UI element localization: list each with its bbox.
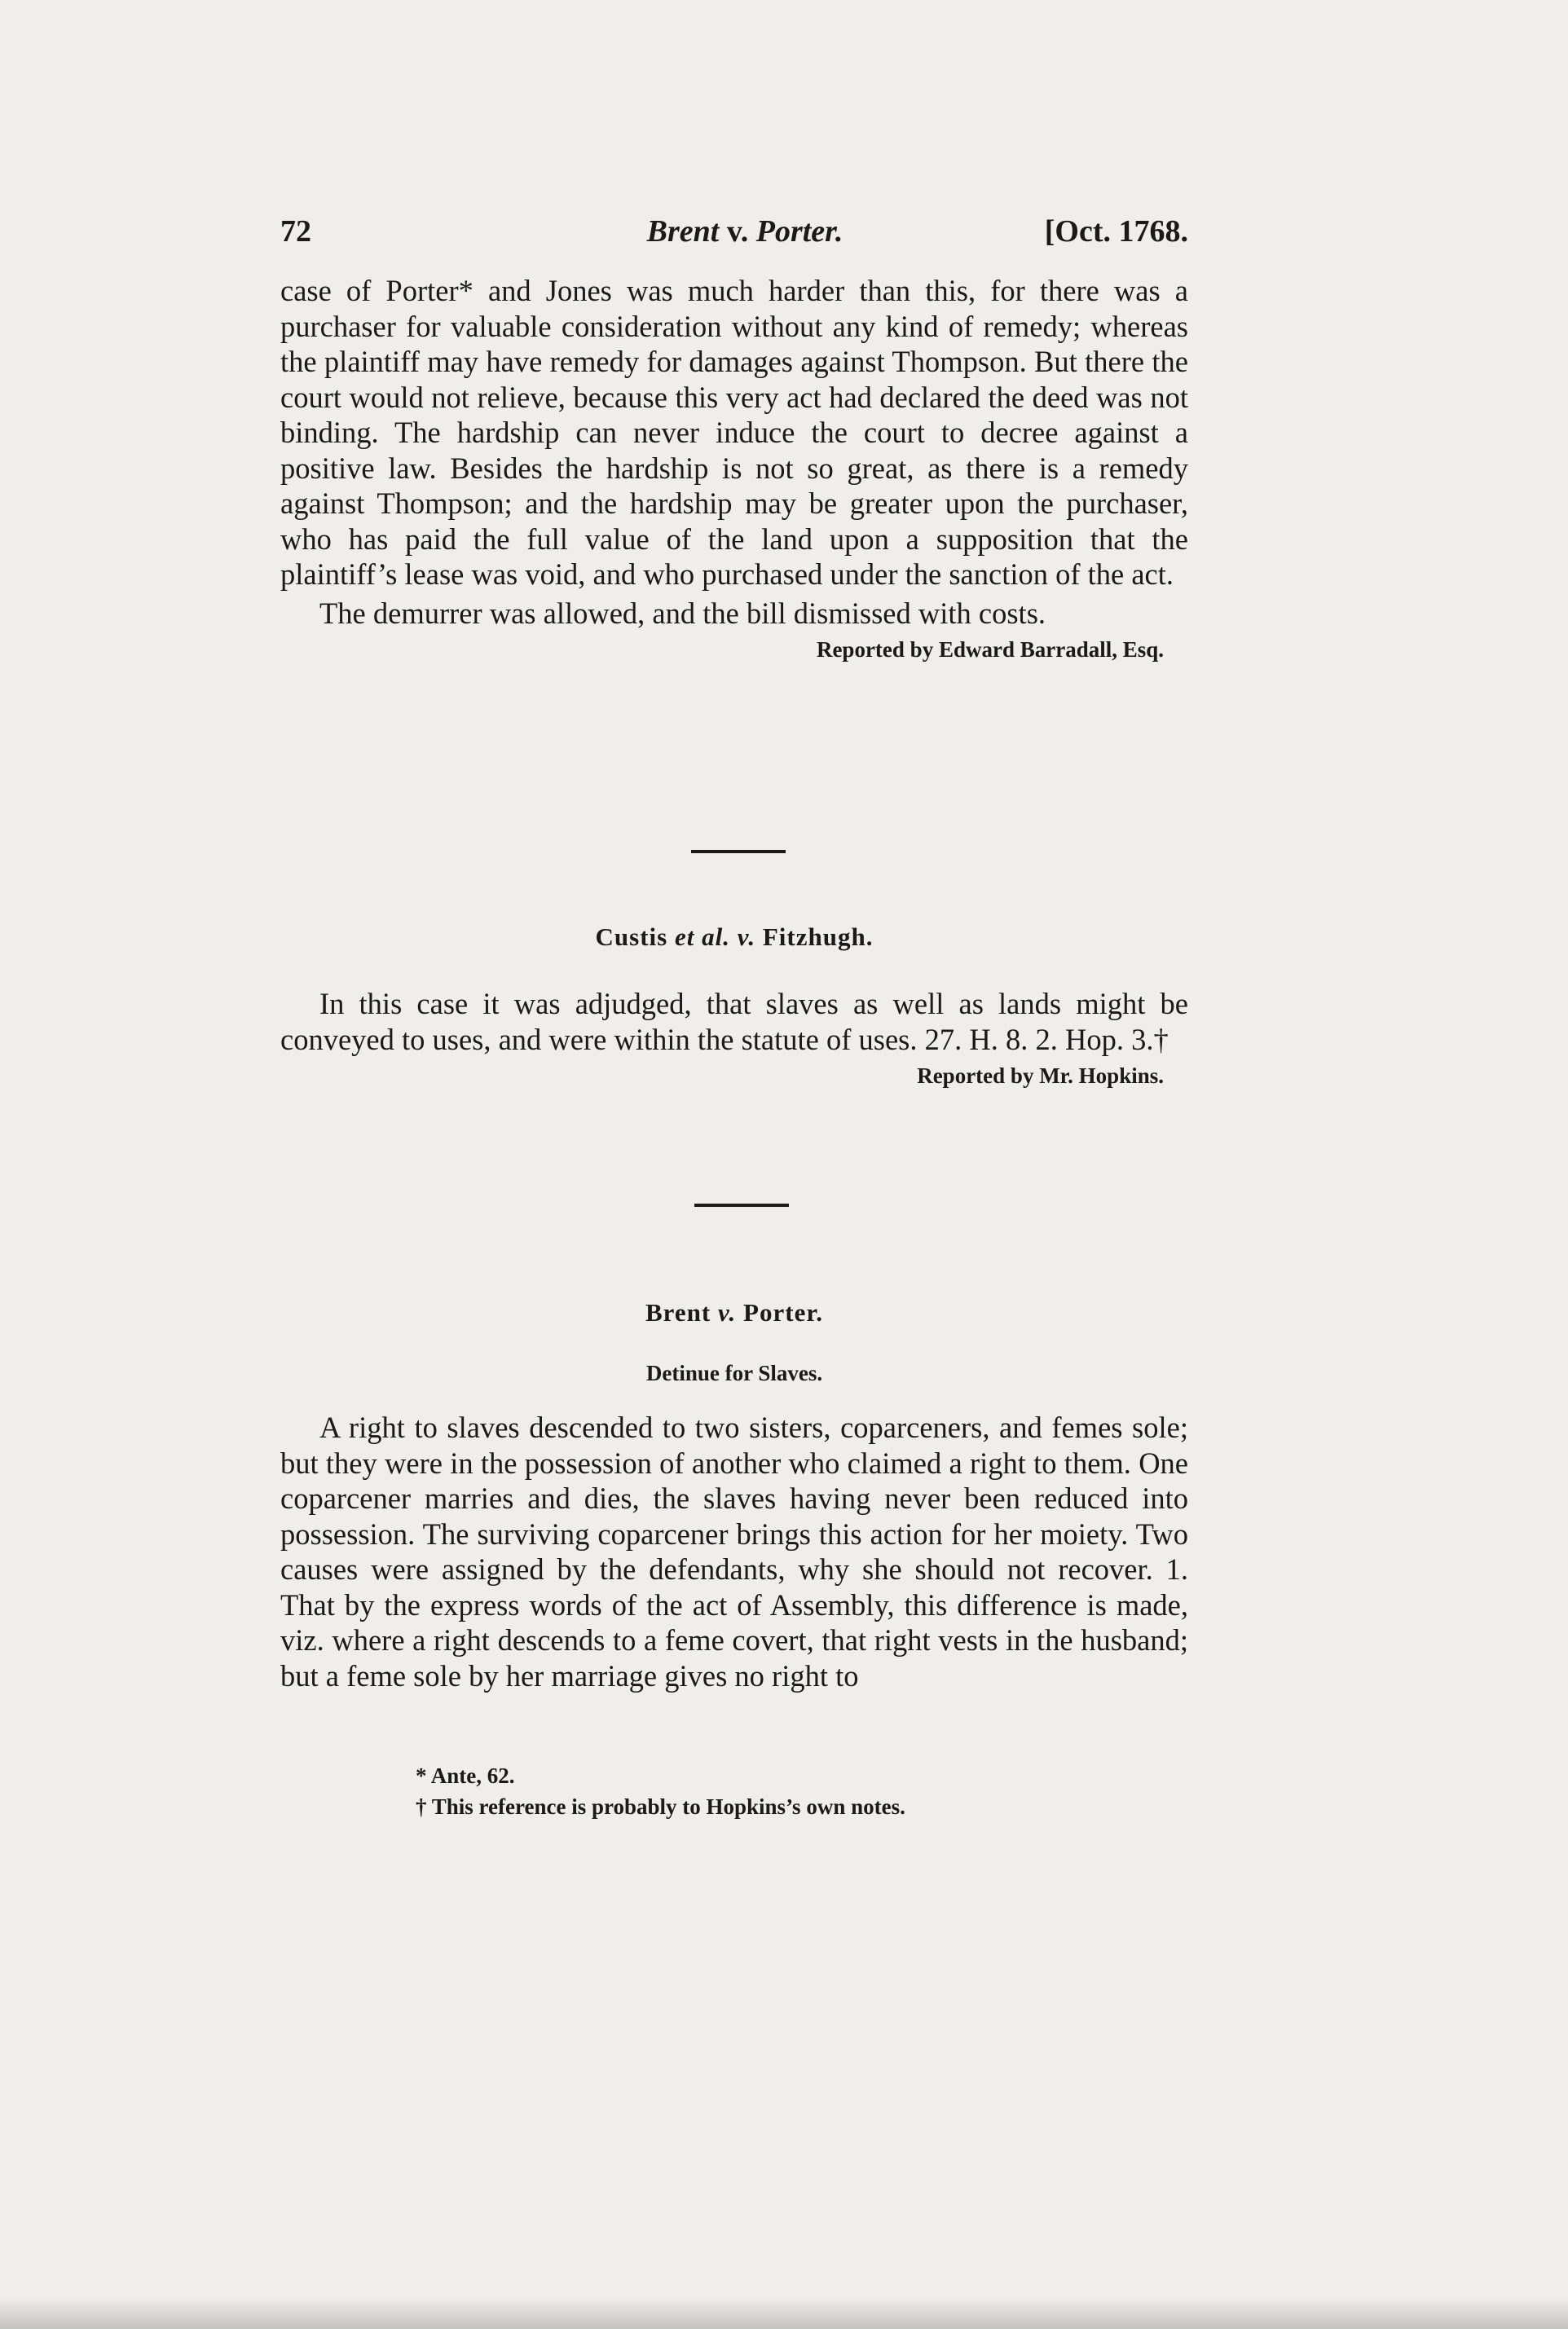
footnote: * Ante, 62. [416, 1763, 515, 1788]
body-paragraph-judgment: The demurrer was allowed, and the bill dismissed with costs. [319, 596, 1046, 630]
running-head-party2: Porter. [755, 214, 843, 249]
body-paragraph: case of Porter* and Jones was much harder than this, for there was a purchaser for valuable consideration without any kind of remedy; whereas the plaintiff may have remedy for damages against Thompson. But there the court would not relieve, because this very act had declared the deed was not binding. The hardship can never induce the court to decree against a positive law. Besides the hardship is not so great, as there is a remedy against Thompson; and the hardship may be greater upon the purchaser, who has paid the full value of the land upon a supposition that the plaintiff’s lease was void, and who purchased under the sanction of the act. [280, 274, 1188, 591]
case-title-part-a: Custis [595, 922, 675, 951]
case-title-part-a: Brent [645, 1298, 718, 1327]
body-paragraph: In this case it was adjudged, that slaves as well as lands might be conveyed to uses, and were within the statute of uses. 27. H. 8. 2. Hop. 3.† [280, 987, 1188, 1056]
running-head-party1: Brent [646, 214, 720, 249]
page-number: 72 [280, 214, 311, 249]
case-title-custis [280, 922, 1188, 952]
case-title-part-c: Porter. [736, 1298, 823, 1327]
case-subtitle: Detinue for Slaves. [645, 1361, 823, 1385]
footnote: † This reference is probably to Hopkins’s own notes. [416, 1794, 905, 1819]
body-paragraph: A right to slaves descended to two sisters, coparceners, and femes sole; but they were in the possession of another who claimed a right to them. One coparcener marries and dies, the slaves having never been reduced into possession. The surviving coparcener brings this action for her moiety. Two causes were assigned by the defendants, why she should not recover. 1. That by the express words of the act of Assembly, this difference is made, viz. where a right descends to a feme covert, that right vests in the husband; but a feme sole by her marriage gives no right to [280, 1411, 1188, 1693]
case-title-brent [280, 1298, 1188, 1327]
section-porter-jones [280, 273, 1188, 663]
case-title-part-b: et al. v. [675, 922, 756, 951]
reporter-line: Reported by Edward Barradall, Esq. [816, 637, 1164, 662]
section-divider [691, 850, 786, 853]
case-title-part-b: v. [717, 1298, 737, 1327]
section-custis [280, 986, 1188, 1089]
section-divider [694, 1204, 789, 1207]
case-title-part-c: Fitzhugh. [755, 922, 874, 951]
running-head-v: v. [719, 214, 756, 249]
running-head [280, 214, 1188, 254]
running-head-title [582, 214, 908, 249]
section-brent [280, 1410, 1188, 1693]
running-head-date: [Oct. 1768. [1044, 214, 1188, 249]
reporter-line: Reported by Mr. Hopkins. [917, 1063, 1164, 1088]
page-edge-shadow [0, 2296, 1568, 2329]
footnotes [416, 1760, 905, 1822]
